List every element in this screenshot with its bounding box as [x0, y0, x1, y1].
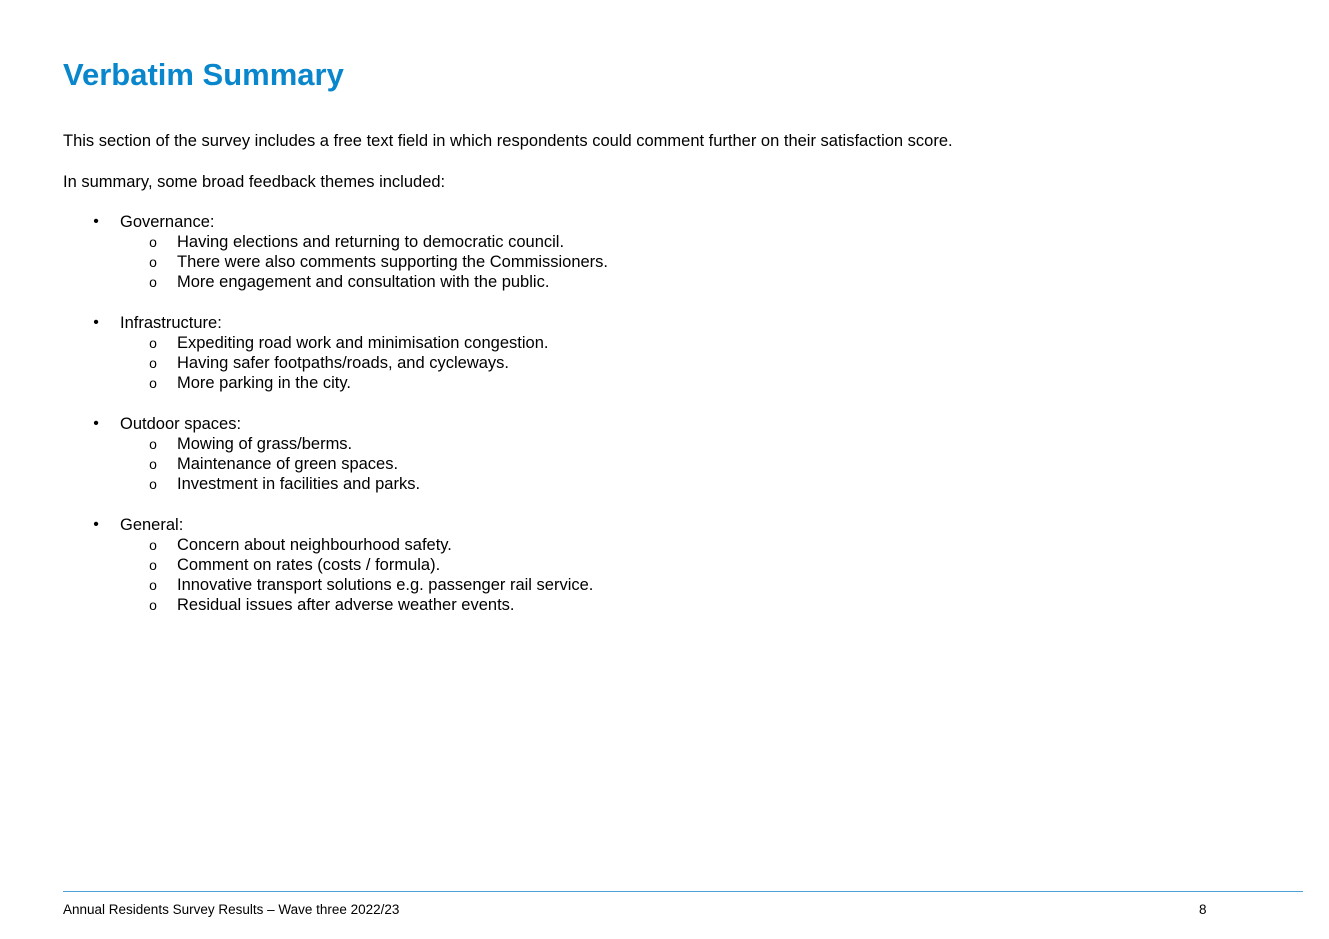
- hollow-circle-bullet-icon: o: [149, 436, 157, 452]
- footer-document-title: Annual Residents Survey Results – Wave three 2022/23: [63, 902, 400, 917]
- list-item-text: Having safer footpaths/roads, and cycleways.: [177, 354, 510, 372]
- theme-label: Governance:: [120, 213, 215, 231]
- hollow-circle-bullet-icon: o: [149, 274, 157, 290]
- intro-paragraph: This section of the survey includes a free text field in which respondents could comment further on their satisfaction score.: [63, 132, 953, 150]
- hollow-circle-bullet-icon: o: [149, 537, 157, 553]
- list-item-text: Residual issues after adverse weather events.: [177, 596, 515, 614]
- hollow-circle-bullet-icon: o: [149, 375, 157, 391]
- summary-lead: In summary, some broad feedback themes included:: [63, 173, 446, 191]
- footer-divider: [63, 891, 1303, 892]
- bullet-icon: •: [93, 516, 99, 533]
- list-item-text: There were also comments supporting the Commissioners.: [177, 253, 609, 271]
- list-item-text: Expediting road work and minimisation congestion.: [177, 334, 549, 352]
- bullet-icon: •: [93, 213, 99, 230]
- hollow-circle-bullet-icon: o: [149, 557, 157, 573]
- hollow-circle-bullet-icon: o: [149, 577, 157, 593]
- hollow-circle-bullet-icon: o: [149, 476, 157, 492]
- hollow-circle-bullet-icon: o: [149, 234, 157, 250]
- theme-label: Infrastructure:: [120, 314, 222, 332]
- bullet-icon: •: [93, 415, 99, 432]
- page-number: 8: [1199, 902, 1207, 917]
- list-item-text: Comment on rates (costs / formula).: [177, 556, 441, 574]
- list-item-text: Innovative transport solutions e.g. passenger rail service.: [177, 576, 594, 594]
- list-item-text: Mowing of grass/berms.: [177, 435, 353, 453]
- hollow-circle-bullet-icon: o: [149, 355, 157, 371]
- hollow-circle-bullet-icon: o: [149, 335, 157, 351]
- list-item-text: More engagement and consultation with the public.: [177, 273, 550, 291]
- theme-label: General:: [120, 516, 184, 534]
- list-item-text: More parking in the city.: [177, 374, 351, 392]
- list-item-text: Having elections and returning to democratic council.: [177, 233, 565, 251]
- list-item-text: Concern about neighbourhood safety.: [177, 536, 452, 554]
- list-item-text: Investment in facilities and parks.: [177, 475, 421, 493]
- hollow-circle-bullet-icon: o: [149, 597, 157, 613]
- list-item-text: Maintenance of green spaces.: [177, 455, 399, 473]
- hollow-circle-bullet-icon: o: [149, 456, 157, 472]
- bullet-icon: •: [93, 314, 99, 331]
- hollow-circle-bullet-icon: o: [149, 254, 157, 270]
- theme-label: Outdoor spaces:: [120, 415, 242, 433]
- page-title: Verbatim Summary: [63, 57, 344, 92]
